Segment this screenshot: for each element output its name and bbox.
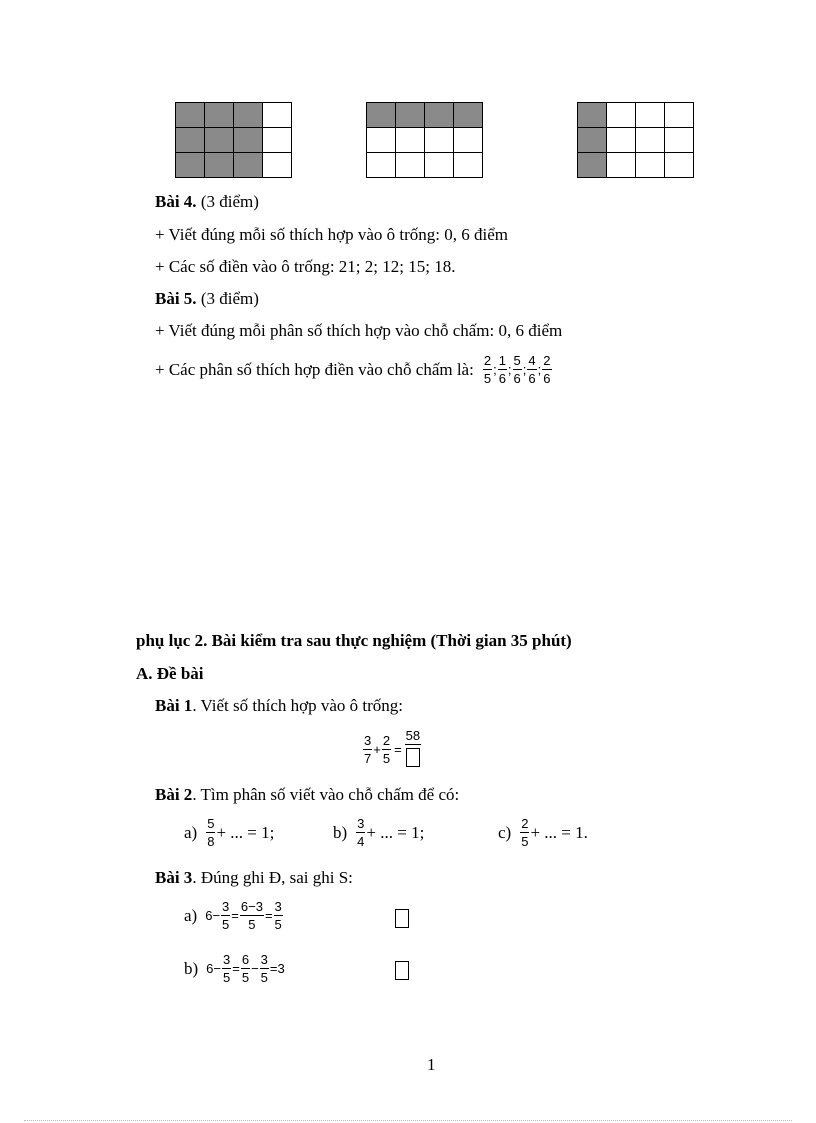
grid-cell-empty [665,153,694,178]
ex3-a-equals-1: = [231,908,239,923]
ex1-result-numerator: 58 [405,728,421,743]
ex3-item-b [184,953,285,984]
ex1-equals: = [394,741,402,757]
ex2-item-rest: + ... = 1. [530,822,588,842]
bai5-line2-text: + Các phân số thích hợp điền vào chỗ chấm là: [155,359,474,379]
page-number: 1 [427,1055,436,1074]
grid-cell-empty [367,128,396,153]
ex3-item-a [184,900,284,931]
grid-cell-shaded [234,128,263,153]
ex2-item-label: c) [498,822,512,842]
ex3-a-fraction-1: $\frac{3}{5}$ [222,899,230,932]
bai5-fraction-list [482,354,553,385]
shaded-grid-1 [175,102,292,178]
ex3-a-fraction-3: $\frac{3}{5}$ [274,899,282,932]
ex1-plus: + [373,741,381,757]
shaded-grid-2 [366,102,483,178]
grid-cell-empty [665,103,694,128]
grid-cell-empty [425,128,454,153]
grid-cell-shaded [234,103,263,128]
grid-cell-shaded [205,128,234,153]
ex1-result-fraction [405,729,421,769]
ex3-b-minus-1: − [213,961,221,976]
grid-cell-empty [263,103,292,128]
grid-cell-shaded [205,153,234,178]
ex3-b-equals-1: = [232,961,240,976]
ex1-equation [362,729,422,769]
ex2-item-fraction: $\frac{5}{8}$ [207,816,215,849]
bai5-fraction-2: $\frac{1}{6}$ [498,353,506,386]
grid-cell-empty [396,128,425,153]
ex3-b-fraction-2: $\frac{6}{5}$ [241,952,250,985]
ex3-b-whole: 6 [206,961,214,976]
grid-cell-empty [636,128,665,153]
grid-cell-shaded [234,153,263,178]
ex3-heading [155,868,353,888]
grid-cell-shaded [578,128,607,153]
ex3-a-whole: 6 [205,908,213,923]
bai4-title: Bài 4. [155,192,197,211]
grid-cell-shaded [454,103,483,128]
bai5-heading [155,289,259,309]
ex2-heading [155,785,459,805]
ex1-heading [155,696,403,716]
ex1-text: . Viết số thích hợp vào ô trống: [192,696,404,715]
grid-cell-empty [454,128,483,153]
ex3-b-equals-2: = [269,961,278,976]
grid-cell-shaded [176,153,205,178]
bai5-title: Bài 5. [155,289,197,308]
bai4-line1: + Viết đúng mỗi số thích hợp vào ô trống: 0, 6 điểm [155,225,508,244]
bai5-fraction-1: $\frac{2}{5}$ [483,353,492,386]
ex2-item-a [184,817,274,848]
fraction-separator: ; [507,362,512,377]
grid-cell-empty [607,103,636,128]
ex3-b-result: 3 [277,961,285,976]
ex3-b-answer-box[interactable] [395,961,409,980]
grid-cell-shaded [396,103,425,128]
grid-cell-empty [607,153,636,178]
bai5-fraction-3: $\frac{5}{6}$ [513,353,521,386]
grid-cell-shaded [176,103,205,128]
ex3-a-minus: − [212,908,221,923]
ex2-item-rest: + ... = 1; [366,822,425,842]
appendix-title: phụ lục 2. Bài kiểm tra sau thực nghiệm (Thời gian 35 phút) [136,631,572,650]
ex2-item-label: a) [184,822,198,842]
grid-cell-shaded [425,103,454,128]
ex1-answer-box[interactable] [406,748,420,767]
grid-cell-empty [636,103,665,128]
ex2-item-fraction: $\frac{3}{4}$ [357,816,365,849]
fraction-separator: ; [537,362,542,377]
ex3-b-fraction-1: $\frac{3}{5}$ [223,952,231,985]
ex2-item-b [333,817,424,848]
grid-cell-shaded [578,153,607,178]
ex2-item-label: b) [333,822,348,842]
ex3-title: Bài 3 [155,868,193,887]
grid-cell-shaded [176,128,205,153]
ex3-a-fraction-2: $\frac{6-3}{5}$ [240,899,263,932]
ex3-b-fraction-3: $\frac{3}{5}$ [260,952,268,985]
bai4-line2: + Các số điền vào ô trống: 21; 2; 12; 15; 18. [155,257,456,276]
ex2-item-rest: + ... = 1; [216,822,275,842]
ex3-a-label: a) [184,905,198,925]
grid-cell-empty [636,153,665,178]
ex3-a-answer-box[interactable] [395,909,409,928]
ex2-text: . Tìm phân số viết vào chỗ chấm để có: [192,785,460,804]
bai4-points: (3 điểm) [200,192,259,211]
bai5-points: (3 điểm) [200,289,259,308]
grid-cell-shaded [578,103,607,128]
grid-cell-empty [367,153,396,178]
grid-cell-empty [454,153,483,178]
grid-cell-empty [665,128,694,153]
grid-cell-empty [396,153,425,178]
bai5-fraction-4: $\frac{4}{6}$ [528,353,536,386]
ex3-text: . Đúng ghi Đ, sai ghi S: [192,868,353,887]
section-a-heading: A. Đề bài [136,664,204,683]
bai5-fraction-5: $\frac{2}{6}$ [543,353,551,386]
bai5-line1: + Viết đúng mỗi phân số thích hợp vào chỗ chấm: 0, 6 điểm [155,321,563,340]
grid-cell-empty [263,128,292,153]
ex2-title: Bài 2 [155,785,193,804]
grid-cell-empty [607,128,636,153]
ex3-b-label: b) [184,958,199,978]
grid-cell-shaded [367,103,396,128]
bai4-heading [155,192,259,212]
shaded-grid-3 [577,102,694,178]
ex3-a-equals-2: = [264,908,273,923]
grid-cell-empty [263,153,292,178]
ex2-item-c [498,817,588,848]
ex1-fraction-1: $\frac{3}{7}$ [364,732,372,766]
grid-cell-shaded [205,103,234,128]
ex1-title: Bài 1 [155,696,193,715]
fraction-separator: ; [493,362,497,377]
page-bottom-divider [24,1120,792,1121]
grid-cell-empty [425,153,454,178]
bai5-line2 [155,354,553,385]
fraction-separator: ; [522,362,527,377]
ex1-fraction-2: $\frac{2}{5}$ [382,732,391,766]
ex3-b-minus-2: − [251,961,259,976]
ex2-item-fraction: $\frac{2}{5}$ [521,816,529,849]
